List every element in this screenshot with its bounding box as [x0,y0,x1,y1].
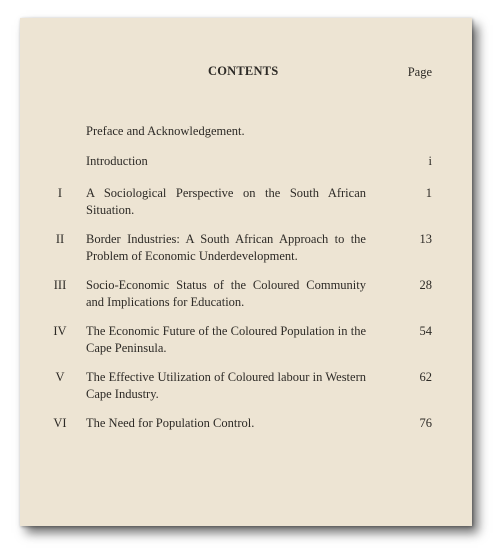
entry-title: Preface and Acknowledgement. [86,124,245,138]
entry-number: IV [53,324,67,338]
entry-number: VI [53,416,67,430]
entry-title: The Effective Utilization of Coloured labour in Western Cape Industry. [86,370,366,401]
entry-title: Socio-Economic Status of the Coloured Community and Implications for Education. [86,278,366,309]
entry-page: 54 [419,324,432,338]
entry-page: i [428,154,432,168]
entry-title: The Economic Future of the Coloured Population in the Cape Peninsula. [86,324,366,355]
entry-number: III [53,278,67,292]
entry-number: II [55,232,65,246]
entry-page: 28 [419,278,432,292]
entry-page: 62 [419,370,432,384]
page-column-label: Page [407,65,432,79]
entry-number: I [57,186,63,200]
entry-number: V [55,370,65,384]
entry-title: The Need for Population Control. [86,416,255,430]
book-page [20,18,472,526]
contents-heading: CONTENTS [208,64,279,78]
entry-title: A Sociological Perspective on the South African Situation. [86,186,366,217]
entry-title: Introduction [86,154,148,168]
entry-page: 76 [419,416,432,430]
entry-page: 13 [419,232,432,246]
entry-title: Border Industries: A South African Approach to the Problem of Economic Underdevelopment. [86,232,366,263]
entry-page: 1 [425,186,432,200]
